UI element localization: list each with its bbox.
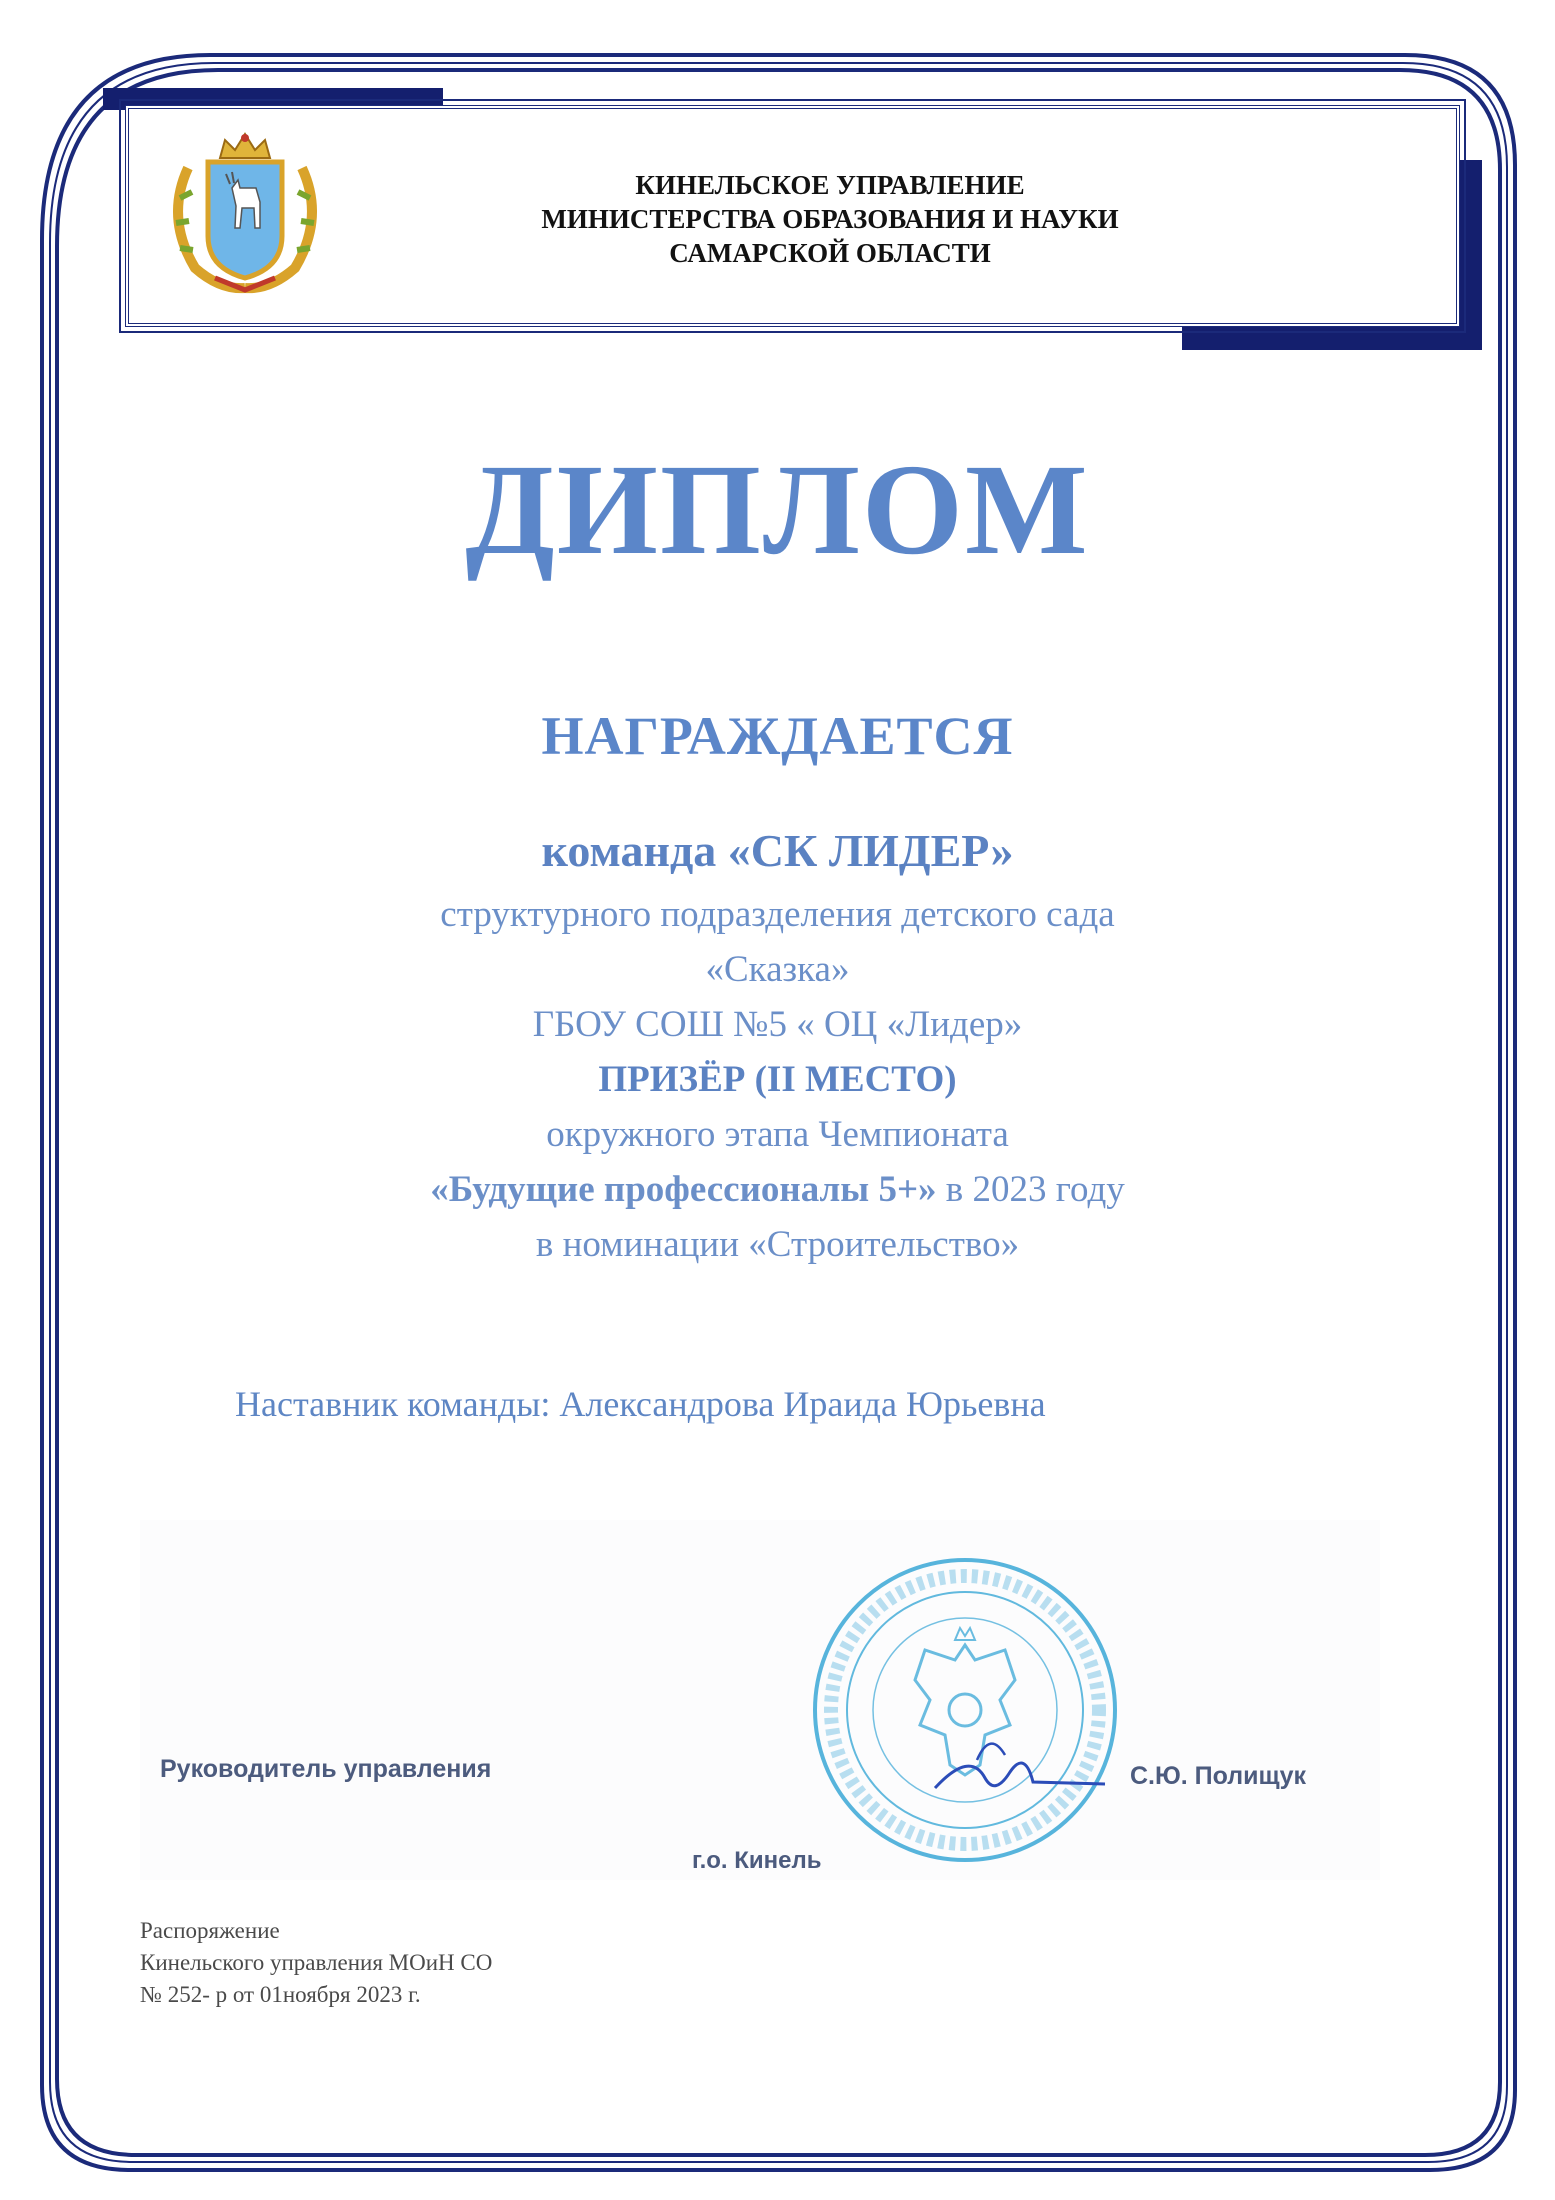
org-line-2: МИНИСТЕРСТВА ОБРАЗОВАНИЯ И НАУКИ <box>541 204 1119 234</box>
org-line-3: САМАРСКОЙ ОБЛАСТИ <box>669 238 991 268</box>
team-name: команда «СК ЛИДЕР» <box>541 825 1014 876</box>
coat-of-arms-icon <box>160 128 330 298</box>
championship-line <box>0 1162 1555 1217</box>
order-line-2: Кинельского управления МОиН СО <box>140 1950 493 1975</box>
nomination-line: в номинации «Строительство» <box>535 1224 1020 1265</box>
championship-name: «Будущие профессионалы 5+» <box>430 1169 937 1210</box>
organization-title <box>430 168 1230 270</box>
order-line-1: Распоряжение <box>140 1918 280 1943</box>
kindergarten-line: «Сказка» <box>705 949 850 990</box>
order-line-3: № 252- р от 01ноября 2023 г. <box>140 1982 421 2007</box>
signature-name: С.Ю. Полищук <box>1130 1762 1307 1790</box>
awarded-heading: НАГРАЖДАЕТСЯ <box>541 706 1014 766</box>
signature-panel <box>140 1520 1380 1880</box>
school-line: ГБОУ СОШ №5 « ОЦ «Лидер» <box>532 1004 1023 1045</box>
unit-line: структурного подразделения детского сада <box>440 894 1115 935</box>
city-label: г.о. Кинель <box>692 1847 822 1874</box>
award-text <box>0 817 1555 1272</box>
diploma-title: ДИПЛОМ <box>465 438 1090 582</box>
official-stamp-icon <box>805 1550 1125 1870</box>
place-line: ПРИЗЁР (II МЕСТО) <box>598 1059 957 1100</box>
order-reference <box>140 1915 492 2011</box>
mentor-line: Наставник команды: Александрова Ираида Юрьевна <box>235 1384 1046 1424</box>
championship-year: в 2023 году <box>936 1169 1125 1210</box>
stage-line: окружного этапа Чемпионата <box>546 1114 1009 1155</box>
org-line-1: КИНЕЛЬСКОЕ УПРАВЛЕНИЕ <box>635 170 1025 200</box>
signature-position: Руководитель управления <box>160 1755 492 1783</box>
